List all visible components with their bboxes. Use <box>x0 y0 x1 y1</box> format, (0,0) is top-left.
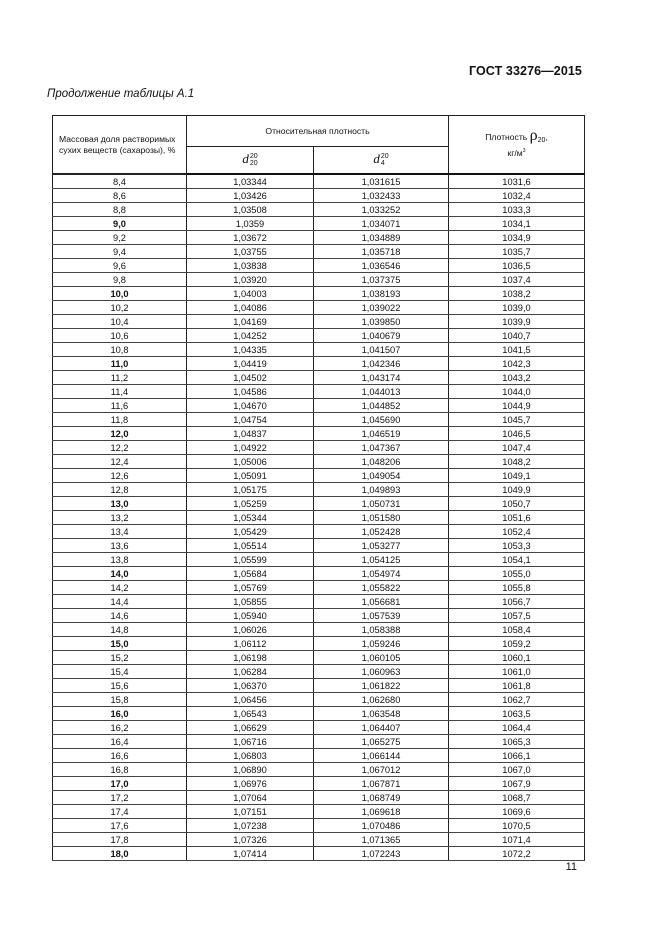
table-row <box>53 399 585 413</box>
cell-mass-fraction: 10,0 <box>53 287 187 301</box>
cell-mass-fraction: 13,2 <box>53 511 187 525</box>
cell-relative-density-20-4: 1,072243 <box>314 847 449 861</box>
cell-mass-fraction: 17,8 <box>53 833 187 847</box>
table-row <box>53 665 585 679</box>
table-row <box>53 203 585 217</box>
cell-mass-fraction: 16,0 <box>53 707 187 721</box>
cell-relative-density-20-20: 1,06543 <box>187 707 314 721</box>
cell-density: 1052,4 <box>449 525 585 539</box>
table-row <box>53 385 585 399</box>
cell-relative-density-20-20: 1,04169 <box>187 315 314 329</box>
table-row <box>53 693 585 707</box>
cell-mass-fraction: 14,8 <box>53 623 187 637</box>
cell-relative-density-20-4: 1,036546 <box>314 259 449 273</box>
cell-mass-fraction: 8,6 <box>53 189 187 203</box>
table-row <box>53 483 585 497</box>
cell-relative-density-20-4: 1,061822 <box>314 679 449 693</box>
cell-relative-density-20-4: 1,068749 <box>314 791 449 805</box>
cell-relative-density-20-4: 1,064407 <box>314 721 449 735</box>
cell-density: 1034,1 <box>449 217 585 231</box>
cell-mass-fraction: 14,4 <box>53 595 187 609</box>
table-row <box>53 371 585 385</box>
cell-mass-fraction: 11,6 <box>53 399 187 413</box>
cell-density: 1055,0 <box>449 567 585 581</box>
cell-relative-density-20-4: 1,063548 <box>314 707 449 721</box>
cell-density: 1045,7 <box>449 413 585 427</box>
cell-relative-density-20-4: 1,045690 <box>314 413 449 427</box>
cell-density: 1046,5 <box>449 427 585 441</box>
cell-density: 1071,4 <box>449 833 585 847</box>
cell-mass-fraction: 8,4 <box>53 174 187 189</box>
table-row <box>53 819 585 833</box>
cell-relative-density-20-20: 1,07238 <box>187 819 314 833</box>
table-row <box>53 581 585 595</box>
table-row <box>53 315 585 329</box>
header-d20-20-symbol: d <box>242 150 249 166</box>
cell-mass-fraction: 8,8 <box>53 203 187 217</box>
cell-mass-fraction: 9,2 <box>53 231 187 245</box>
cell-mass-fraction: 15,2 <box>53 651 187 665</box>
cell-relative-density-20-4: 1,051580 <box>314 511 449 525</box>
table-row <box>53 329 585 343</box>
cell-density: 1062,7 <box>449 693 585 707</box>
cell-relative-density-20-4: 1,059246 <box>314 637 449 651</box>
cell-density: 1060,1 <box>449 651 585 665</box>
cell-relative-density-20-20: 1,03920 <box>187 273 314 287</box>
header-d20-4-symbol: d <box>373 150 380 166</box>
cell-relative-density-20-4: 1,060963 <box>314 665 449 679</box>
cell-relative-density-20-20: 1,04419 <box>187 357 314 371</box>
table-row <box>53 441 585 455</box>
cell-relative-density-20-4: 1,057539 <box>314 609 449 623</box>
cell-relative-density-20-4: 1,047367 <box>314 441 449 455</box>
cell-density: 1049,1 <box>449 469 585 483</box>
cell-mass-fraction: 16,8 <box>53 763 187 777</box>
cell-mass-fraction: 16,2 <box>53 721 187 735</box>
table-continuation-caption: Продолжение таблицы А.1 <box>47 88 195 100</box>
cell-mass-fraction: 11,4 <box>53 385 187 399</box>
table-row <box>53 357 585 371</box>
cell-mass-fraction: 12,8 <box>53 483 187 497</box>
cell-mass-fraction: 10,8 <box>53 343 187 357</box>
table-row <box>53 749 585 763</box>
cell-relative-density-20-20: 1,05091 <box>187 469 314 483</box>
cell-relative-density-20-4: 1,052428 <box>314 525 449 539</box>
cell-density: 1047,4 <box>449 441 585 455</box>
cell-density: 1043,2 <box>449 371 585 385</box>
cell-relative-density-20-4: 1,062680 <box>314 693 449 707</box>
table-row <box>53 413 585 427</box>
cell-relative-density-20-20: 1,04586 <box>187 385 314 399</box>
cell-density: 1031,6 <box>449 174 585 189</box>
table-row <box>53 525 585 539</box>
table-row <box>53 287 585 301</box>
table-row <box>53 567 585 581</box>
page-number: 11 <box>565 861 577 873</box>
cell-density: 1061,8 <box>449 679 585 693</box>
cell-density: 1053,3 <box>449 539 585 553</box>
cell-relative-density-20-20: 1,04252 <box>187 329 314 343</box>
cell-relative-density-20-4: 1,033252 <box>314 203 449 217</box>
table-row <box>53 791 585 805</box>
table-row <box>53 259 585 273</box>
table-row <box>53 189 585 203</box>
cell-density: 1041,5 <box>449 343 585 357</box>
cell-relative-density-20-4: 1,037375 <box>314 273 449 287</box>
cell-relative-density-20-4: 1,067012 <box>314 763 449 777</box>
table-row <box>53 721 585 735</box>
cell-density: 1057,5 <box>449 609 585 623</box>
cell-relative-density-20-20: 1,04502 <box>187 371 314 385</box>
cell-relative-density-20-20: 1,06370 <box>187 679 314 693</box>
cell-density: 1036,5 <box>449 259 585 273</box>
table-header <box>53 116 585 175</box>
cell-mass-fraction: 11,2 <box>53 371 187 385</box>
header-density-unit: кг/м <box>507 148 523 158</box>
cell-relative-density-20-20: 1,06456 <box>187 693 314 707</box>
cell-relative-density-20-20: 1,06629 <box>187 721 314 735</box>
cell-mass-fraction: 10,4 <box>53 315 187 329</box>
table-body <box>53 174 585 861</box>
cell-mass-fraction: 12,0 <box>53 427 187 441</box>
cell-relative-density-20-20: 1,07326 <box>187 833 314 847</box>
header-d20-4-indices <box>381 153 389 167</box>
cell-relative-density-20-20: 1,05599 <box>187 553 314 567</box>
table-row <box>53 273 585 287</box>
header-d20-4 <box>314 147 449 175</box>
cell-density: 1040,7 <box>449 329 585 343</box>
cell-relative-density-20-20: 1,05429 <box>187 525 314 539</box>
cell-mass-fraction: 15,8 <box>53 693 187 707</box>
cell-relative-density-20-4: 1,040679 <box>314 329 449 343</box>
cell-relative-density-20-4: 1,054125 <box>314 553 449 567</box>
cell-density: 1054,1 <box>449 553 585 567</box>
table-row <box>53 217 585 231</box>
cell-relative-density-20-20: 1,04837 <box>187 427 314 441</box>
table-row <box>53 763 585 777</box>
cell-relative-density-20-20: 1,03508 <box>187 203 314 217</box>
cell-relative-density-20-20: 1,03838 <box>187 259 314 273</box>
cell-mass-fraction: 17,0 <box>53 777 187 791</box>
cell-density: 1056,7 <box>449 595 585 609</box>
cell-mass-fraction: 18,0 <box>53 847 187 861</box>
cell-mass-fraction: 12,2 <box>53 441 187 455</box>
cell-density: 1066,1 <box>449 749 585 763</box>
cell-relative-density-20-4: 1,050731 <box>314 497 449 511</box>
cell-relative-density-20-4: 1,043174 <box>314 371 449 385</box>
cell-relative-density-20-4: 1,065275 <box>314 735 449 749</box>
cell-relative-density-20-4: 1,034071 <box>314 217 449 231</box>
cell-relative-density-20-4: 1,031615 <box>314 174 449 189</box>
cell-relative-density-20-20: 1,06112 <box>187 637 314 651</box>
cell-density: 1048,2 <box>449 455 585 469</box>
header-d20-20 <box>187 147 314 175</box>
header-density-label: Плотность <box>485 132 528 142</box>
cell-relative-density-20-20: 1,04670 <box>187 399 314 413</box>
cell-relative-density-20-20: 1,05259 <box>187 497 314 511</box>
cell-mass-fraction: 12,4 <box>53 455 187 469</box>
cell-relative-density-20-20: 1,05344 <box>187 511 314 525</box>
cell-mass-fraction: 9,0 <box>53 217 187 231</box>
cell-density: 1070,5 <box>449 819 585 833</box>
cell-relative-density-20-4: 1,055822 <box>314 581 449 595</box>
header-d20-4-sup: 20 <box>380 153 389 161</box>
cell-relative-density-20-20: 1,04754 <box>187 413 314 427</box>
table-row <box>53 511 585 525</box>
cell-relative-density-20-4: 1,067871 <box>314 777 449 791</box>
cell-relative-density-20-4: 1,032433 <box>314 189 449 203</box>
cell-mass-fraction: 13,6 <box>53 539 187 553</box>
cell-relative-density-20-20: 1,05684 <box>187 567 314 581</box>
cell-mass-fraction: 9,6 <box>53 259 187 273</box>
cell-density: 1065,3 <box>449 735 585 749</box>
table-row <box>53 539 585 553</box>
cell-density: 1049,9 <box>449 483 585 497</box>
header-density <box>449 116 585 175</box>
table-row <box>53 651 585 665</box>
cell-relative-density-20-4: 1,070486 <box>314 819 449 833</box>
cell-density: 1044,9 <box>449 399 585 413</box>
cell-density: 1063,5 <box>449 707 585 721</box>
cell-density: 1051,6 <box>449 511 585 525</box>
cell-density: 1035,7 <box>449 245 585 259</box>
cell-density: 1038,2 <box>449 287 585 301</box>
header-d20-20-sub: 20 <box>249 160 258 168</box>
cell-density: 1039,0 <box>449 301 585 315</box>
table-row <box>53 343 585 357</box>
cell-relative-density-20-20: 1,04003 <box>187 287 314 301</box>
header-density-subscript: 20 <box>537 137 546 144</box>
header-d20-20-sup: 20 <box>249 153 258 161</box>
table-row <box>53 637 585 651</box>
cell-relative-density-20-20: 1,06716 <box>187 735 314 749</box>
table-row <box>53 301 585 315</box>
cell-density: 1067,9 <box>449 777 585 791</box>
cell-relative-density-20-20: 1,04086 <box>187 301 314 315</box>
cell-relative-density-20-4: 1,053277 <box>314 539 449 553</box>
cell-relative-density-20-4: 1,044013 <box>314 385 449 399</box>
table-row <box>53 805 585 819</box>
table-row <box>53 623 585 637</box>
cell-density: 1039,9 <box>449 315 585 329</box>
cell-mass-fraction: 14,2 <box>53 581 187 595</box>
cell-mass-fraction: 15,6 <box>53 679 187 693</box>
cell-density: 1058,4 <box>449 623 585 637</box>
header-d20-20-indices <box>250 153 258 167</box>
cell-density: 1068,7 <box>449 791 585 805</box>
table-row <box>53 679 585 693</box>
cell-relative-density-20-4: 1,041507 <box>314 343 449 357</box>
cell-relative-density-20-20: 1,06976 <box>187 777 314 791</box>
cell-relative-density-20-4: 1,042346 <box>314 357 449 371</box>
table-row <box>53 469 585 483</box>
cell-mass-fraction: 17,2 <box>53 791 187 805</box>
cell-density: 1064,4 <box>449 721 585 735</box>
cell-relative-density-20-20: 1,05769 <box>187 581 314 595</box>
cell-mass-fraction: 17,6 <box>53 819 187 833</box>
cell-density: 1032,4 <box>449 189 585 203</box>
density-table <box>52 115 585 861</box>
cell-mass-fraction: 16,4 <box>53 735 187 749</box>
cell-mass-fraction: 9,8 <box>53 273 187 287</box>
table-row <box>53 777 585 791</box>
cell-relative-density-20-20: 1,05514 <box>187 539 314 553</box>
cell-relative-density-20-20: 1,04335 <box>187 343 314 357</box>
cell-mass-fraction: 13,4 <box>53 525 187 539</box>
cell-mass-fraction: 11,8 <box>53 413 187 427</box>
cell-relative-density-20-4: 1,056681 <box>314 595 449 609</box>
cell-relative-density-20-20: 1,07414 <box>187 847 314 861</box>
cell-relative-density-20-4: 1,048206 <box>314 455 449 469</box>
cell-density: 1042,3 <box>449 357 585 371</box>
cell-relative-density-20-20: 1,06803 <box>187 749 314 763</box>
header-density-symbol: ρ <box>529 127 538 144</box>
table-row <box>53 497 585 511</box>
cell-relative-density-20-20: 1,06284 <box>187 665 314 679</box>
cell-mass-fraction: 13,0 <box>53 497 187 511</box>
cell-relative-density-20-20: 1,05855 <box>187 595 314 609</box>
cell-mass-fraction: 14,6 <box>53 609 187 623</box>
table-row <box>53 231 585 245</box>
cell-density: 1055,8 <box>449 581 585 595</box>
cell-relative-density-20-4: 1,071365 <box>314 833 449 847</box>
cell-relative-density-20-20: 1,06890 <box>187 763 314 777</box>
cell-relative-density-20-20: 1,03344 <box>187 174 314 189</box>
table-row <box>53 595 585 609</box>
cell-relative-density-20-20: 1,07151 <box>187 805 314 819</box>
cell-density: 1061,0 <box>449 665 585 679</box>
cell-relative-density-20-4: 1,060105 <box>314 651 449 665</box>
header-d20-4-sub: 4 <box>380 160 385 168</box>
cell-relative-density-20-4: 1,049893 <box>314 483 449 497</box>
header-mass-fraction: Массовая доля растворимых сухих веществ (сахарозы), % <box>53 116 187 175</box>
cell-density: 1034,9 <box>449 231 585 245</box>
cell-density: 1050,7 <box>449 497 585 511</box>
cell-relative-density-20-4: 1,044852 <box>314 399 449 413</box>
table-row <box>53 427 585 441</box>
cell-relative-density-20-4: 1,039022 <box>314 301 449 315</box>
cell-mass-fraction: 13,8 <box>53 553 187 567</box>
header-relative-density: Относительная плотность <box>187 116 449 147</box>
table-row <box>53 735 585 749</box>
cell-density: 1069,6 <box>449 805 585 819</box>
cell-mass-fraction: 11,0 <box>53 357 187 371</box>
cell-relative-density-20-20: 1,0359 <box>187 217 314 231</box>
table-row <box>53 455 585 469</box>
cell-density: 1067,0 <box>449 763 585 777</box>
cell-mass-fraction: 9,4 <box>53 245 187 259</box>
cell-relative-density-20-20: 1,03755 <box>187 245 314 259</box>
header-density-suffix: , <box>545 132 548 142</box>
header-density-unit-sup: 3 <box>522 148 526 154</box>
cell-density: 1044,0 <box>449 385 585 399</box>
cell-relative-density-20-4: 1,034889 <box>314 231 449 245</box>
cell-mass-fraction: 10,6 <box>53 329 187 343</box>
table-row <box>53 553 585 567</box>
cell-relative-density-20-20: 1,03426 <box>187 189 314 203</box>
cell-mass-fraction: 17,4 <box>53 805 187 819</box>
cell-relative-density-20-4: 1,058388 <box>314 623 449 637</box>
table-row <box>53 609 585 623</box>
cell-mass-fraction: 15,4 <box>53 665 187 679</box>
cell-mass-fraction: 15,0 <box>53 637 187 651</box>
cell-mass-fraction: 14,0 <box>53 567 187 581</box>
cell-mass-fraction: 10,2 <box>53 301 187 315</box>
cell-relative-density-20-20: 1,05175 <box>187 483 314 497</box>
cell-mass-fraction: 12,6 <box>53 469 187 483</box>
table-row <box>53 707 585 721</box>
cell-density: 1037,4 <box>449 273 585 287</box>
cell-relative-density-20-4: 1,066144 <box>314 749 449 763</box>
cell-relative-density-20-4: 1,069618 <box>314 805 449 819</box>
cell-relative-density-20-20: 1,07064 <box>187 791 314 805</box>
cell-relative-density-20-4: 1,046519 <box>314 427 449 441</box>
cell-relative-density-20-4: 1,054974 <box>314 567 449 581</box>
cell-relative-density-20-4: 1,038193 <box>314 287 449 301</box>
table-row <box>53 833 585 847</box>
cell-relative-density-20-20: 1,06026 <box>187 623 314 637</box>
table-row <box>53 847 585 861</box>
cell-relative-density-20-20: 1,03672 <box>187 231 314 245</box>
cell-relative-density-20-4: 1,039850 <box>314 315 449 329</box>
cell-relative-density-20-20: 1,05006 <box>187 455 314 469</box>
table-row <box>53 174 585 189</box>
cell-relative-density-20-20: 1,05940 <box>187 609 314 623</box>
cell-mass-fraction: 16,6 <box>53 749 187 763</box>
cell-relative-density-20-20: 1,04922 <box>187 441 314 455</box>
cell-relative-density-20-4: 1,035718 <box>314 245 449 259</box>
document-code: ГОСТ 33276—2015 <box>468 64 582 78</box>
cell-density: 1059,2 <box>449 637 585 651</box>
cell-relative-density-20-4: 1,049054 <box>314 469 449 483</box>
table-row <box>53 245 585 259</box>
cell-density: 1033,3 <box>449 203 585 217</box>
cell-relative-density-20-20: 1,06198 <box>187 651 314 665</box>
cell-density: 1072,2 <box>449 847 585 861</box>
